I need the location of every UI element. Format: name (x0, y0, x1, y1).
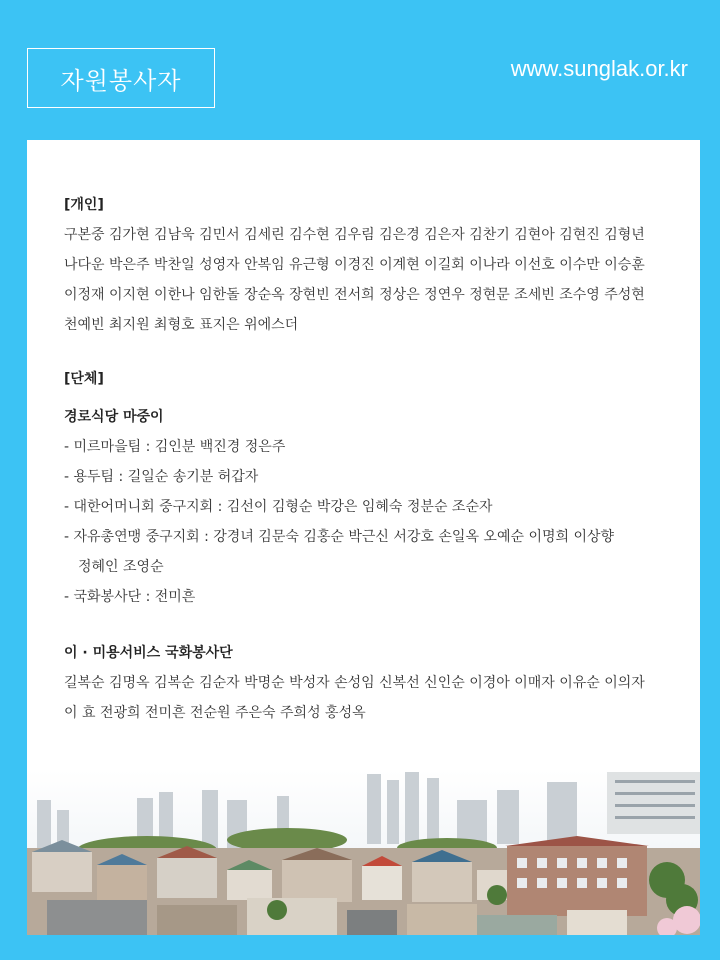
group2-line: 이 효 전광희 전미흔 전순원 주은숙 주희성 홍성옥 (64, 705, 366, 721)
group2-line: 길복순 김명옥 김복순 김순자 박명순 박성자 손성임 신복선 신인순 이경아 이매자 이유순 이의자 (64, 675, 645, 691)
group1-item: - 미르마을팀 : 김인분 백진경 정은주 (64, 439, 286, 455)
group-heading: [단체] (64, 371, 104, 387)
group1-item: - 국화봉사단 : 전미흔 (64, 589, 196, 605)
individual-line: 구본중 김가현 김남욱 김민서 김세린 김수현 김우림 김은경 김은자 김찬기 김현아 김현진 김형년 (64, 227, 645, 243)
content-panel (27, 140, 700, 935)
group1-item-continued: 정혜인 조영순 (78, 559, 164, 575)
individual-line: 나다운 박은주 박찬일 성영자 안복임 유근형 이경진 이계현 이길회 이나라 이선호 이수만 이승훈 (64, 257, 645, 273)
group1-name: 경로식당 마중이 (64, 409, 164, 425)
individual-heading: [개인] (64, 197, 104, 213)
individual-line: 천예빈 최지원 최형호 표지은 위에스더 (64, 317, 299, 333)
town-scene-image (27, 770, 700, 935)
volunteer-list (64, 190, 674, 728)
page-title-box (27, 48, 215, 108)
group2-name: 이 · 미용서비스 국화봉사단 (64, 645, 233, 661)
page-title: 자원봉사자 (60, 66, 182, 95)
group1-item: - 자유총연맹 중구지회 : 강경녀 김문숙 김홍순 박근신 서강호 손일옥 오예순 이명희 이상향 (64, 529, 615, 545)
group1-item: - 용두팀 : 길일순 송기분 허갑자 (64, 469, 259, 485)
individual-line: 이정재 이지현 이한나 임한돌 장순옥 장현빈 전서희 정상은 정연우 정현문 조세빈 조수영 주성현 (64, 287, 645, 303)
site-url[interactable]: www.sunglak.or.kr (510, 56, 688, 81)
group1-item: - 대한어머니회 중구지회 : 김선이 김형순 박강은 임혜숙 정분순 조순자 (64, 499, 493, 515)
